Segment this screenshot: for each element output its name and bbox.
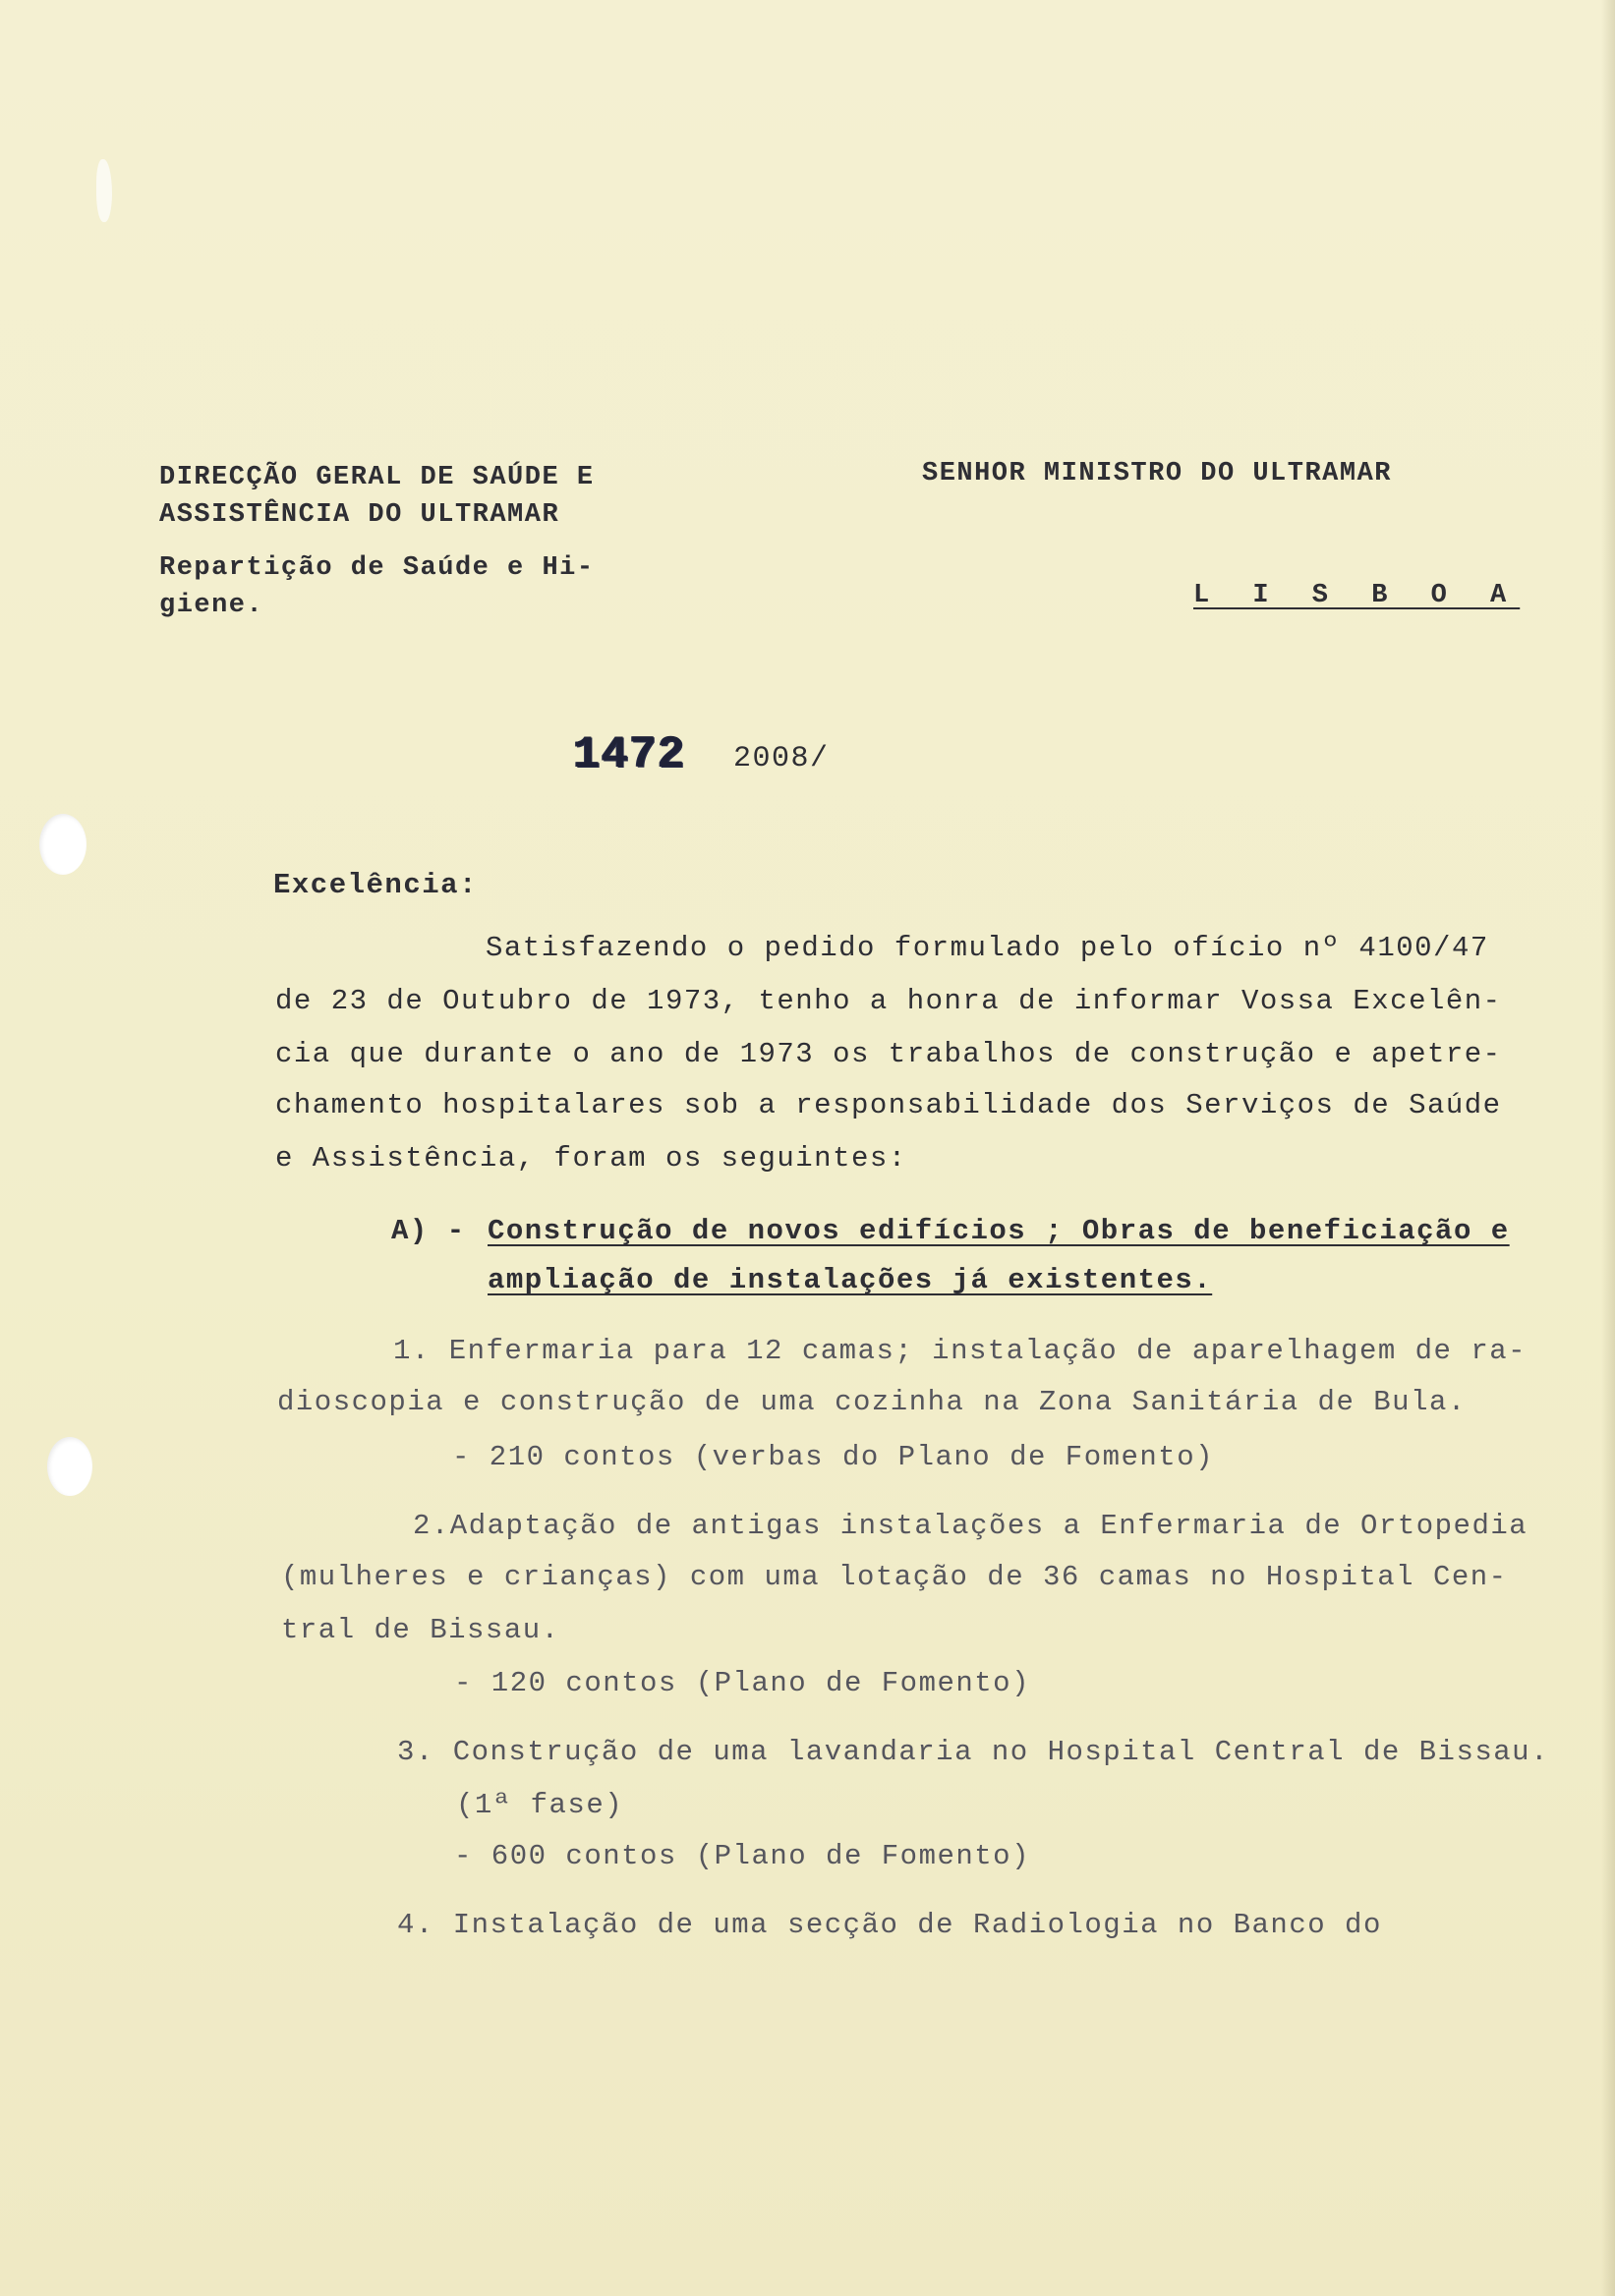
reference-stamp-number: 1472 [573, 729, 686, 780]
department-line-2: giene. [159, 591, 264, 620]
page-edge-shadow [1601, 0, 1615, 2296]
item-3-cost: - 600 contos (Plano de Fomento) [454, 1840, 1030, 1872]
item-1-cost: - 210 contos (verbas do Plano de Fomento) [452, 1441, 1215, 1473]
department-line-1: Repartição de Saúde e Hi- [159, 553, 595, 583]
section-a-title-line-2: ampliação de instalações já existentes. [488, 1264, 1213, 1296]
recipient-line: SENHOR MINISTRO DO ULTRAMAR [922, 459, 1392, 488]
item-1-line-1: 1. Enfermaria para 12 camas; instalação de aparelhagem de ra- [393, 1335, 1528, 1367]
punch-hole-bottom [47, 1437, 92, 1496]
section-a-title-line-1: Construção de novos edifícios ; Obras de beneficiação e [488, 1215, 1510, 1247]
item-4-line-1: 4. Instalação de uma secção de Radiologia no Banco do [397, 1909, 1382, 1941]
item-2-line-1: 2.Adaptação de antigas instalações a Enfermaria de Ortopedia [413, 1510, 1528, 1542]
sender-line-2: ASSISTÊNCIA DO ULTRAMAR [159, 500, 560, 530]
city-line: L I S B O A [1193, 581, 1521, 610]
intro-line-1: Satisfazendo o pedido formulado pelo ofício nº 4100/47 [486, 932, 1489, 964]
item-3-line-2: (1ª fase) [456, 1789, 624, 1821]
item-3-line-1: 3. Construção de uma lavandaria no Hospital Central de Bissau. [397, 1736, 1549, 1768]
salutation: Excelência: [273, 869, 478, 901]
intro-line-5: e Assistência, foram os seguintes: [275, 1142, 907, 1175]
paper-tear-mark [96, 159, 112, 222]
section-a-label: A) - [391, 1215, 466, 1247]
reference-code: 2008/ [733, 742, 830, 775]
punch-hole-top [39, 814, 87, 875]
item-2-line-3: tral de Bissau. [281, 1614, 560, 1646]
intro-line-2: de 23 de Outubro de 1973, tenho a honra de informar Vossa Excelên- [275, 985, 1502, 1017]
sender-line-1: DIRECÇÃO GERAL DE SAÚDE E [159, 463, 595, 492]
item-1-line-2: dioscopia e construção de uma cozinha na Zona Sanitária de Bula. [277, 1386, 1467, 1418]
item-2-line-2: (mulheres e crianças) com uma lotação de 36 camas no Hospital Cen- [281, 1561, 1508, 1593]
intro-line-4: chamento hospitalares sob a responsabilidade dos Serviços de Saúde [275, 1089, 1502, 1121]
item-2-cost: - 120 contos (Plano de Fomento) [454, 1667, 1030, 1699]
intro-line-3: cia que durante o ano de 1973 os trabalhos de construção e apetre- [275, 1038, 1502, 1070]
